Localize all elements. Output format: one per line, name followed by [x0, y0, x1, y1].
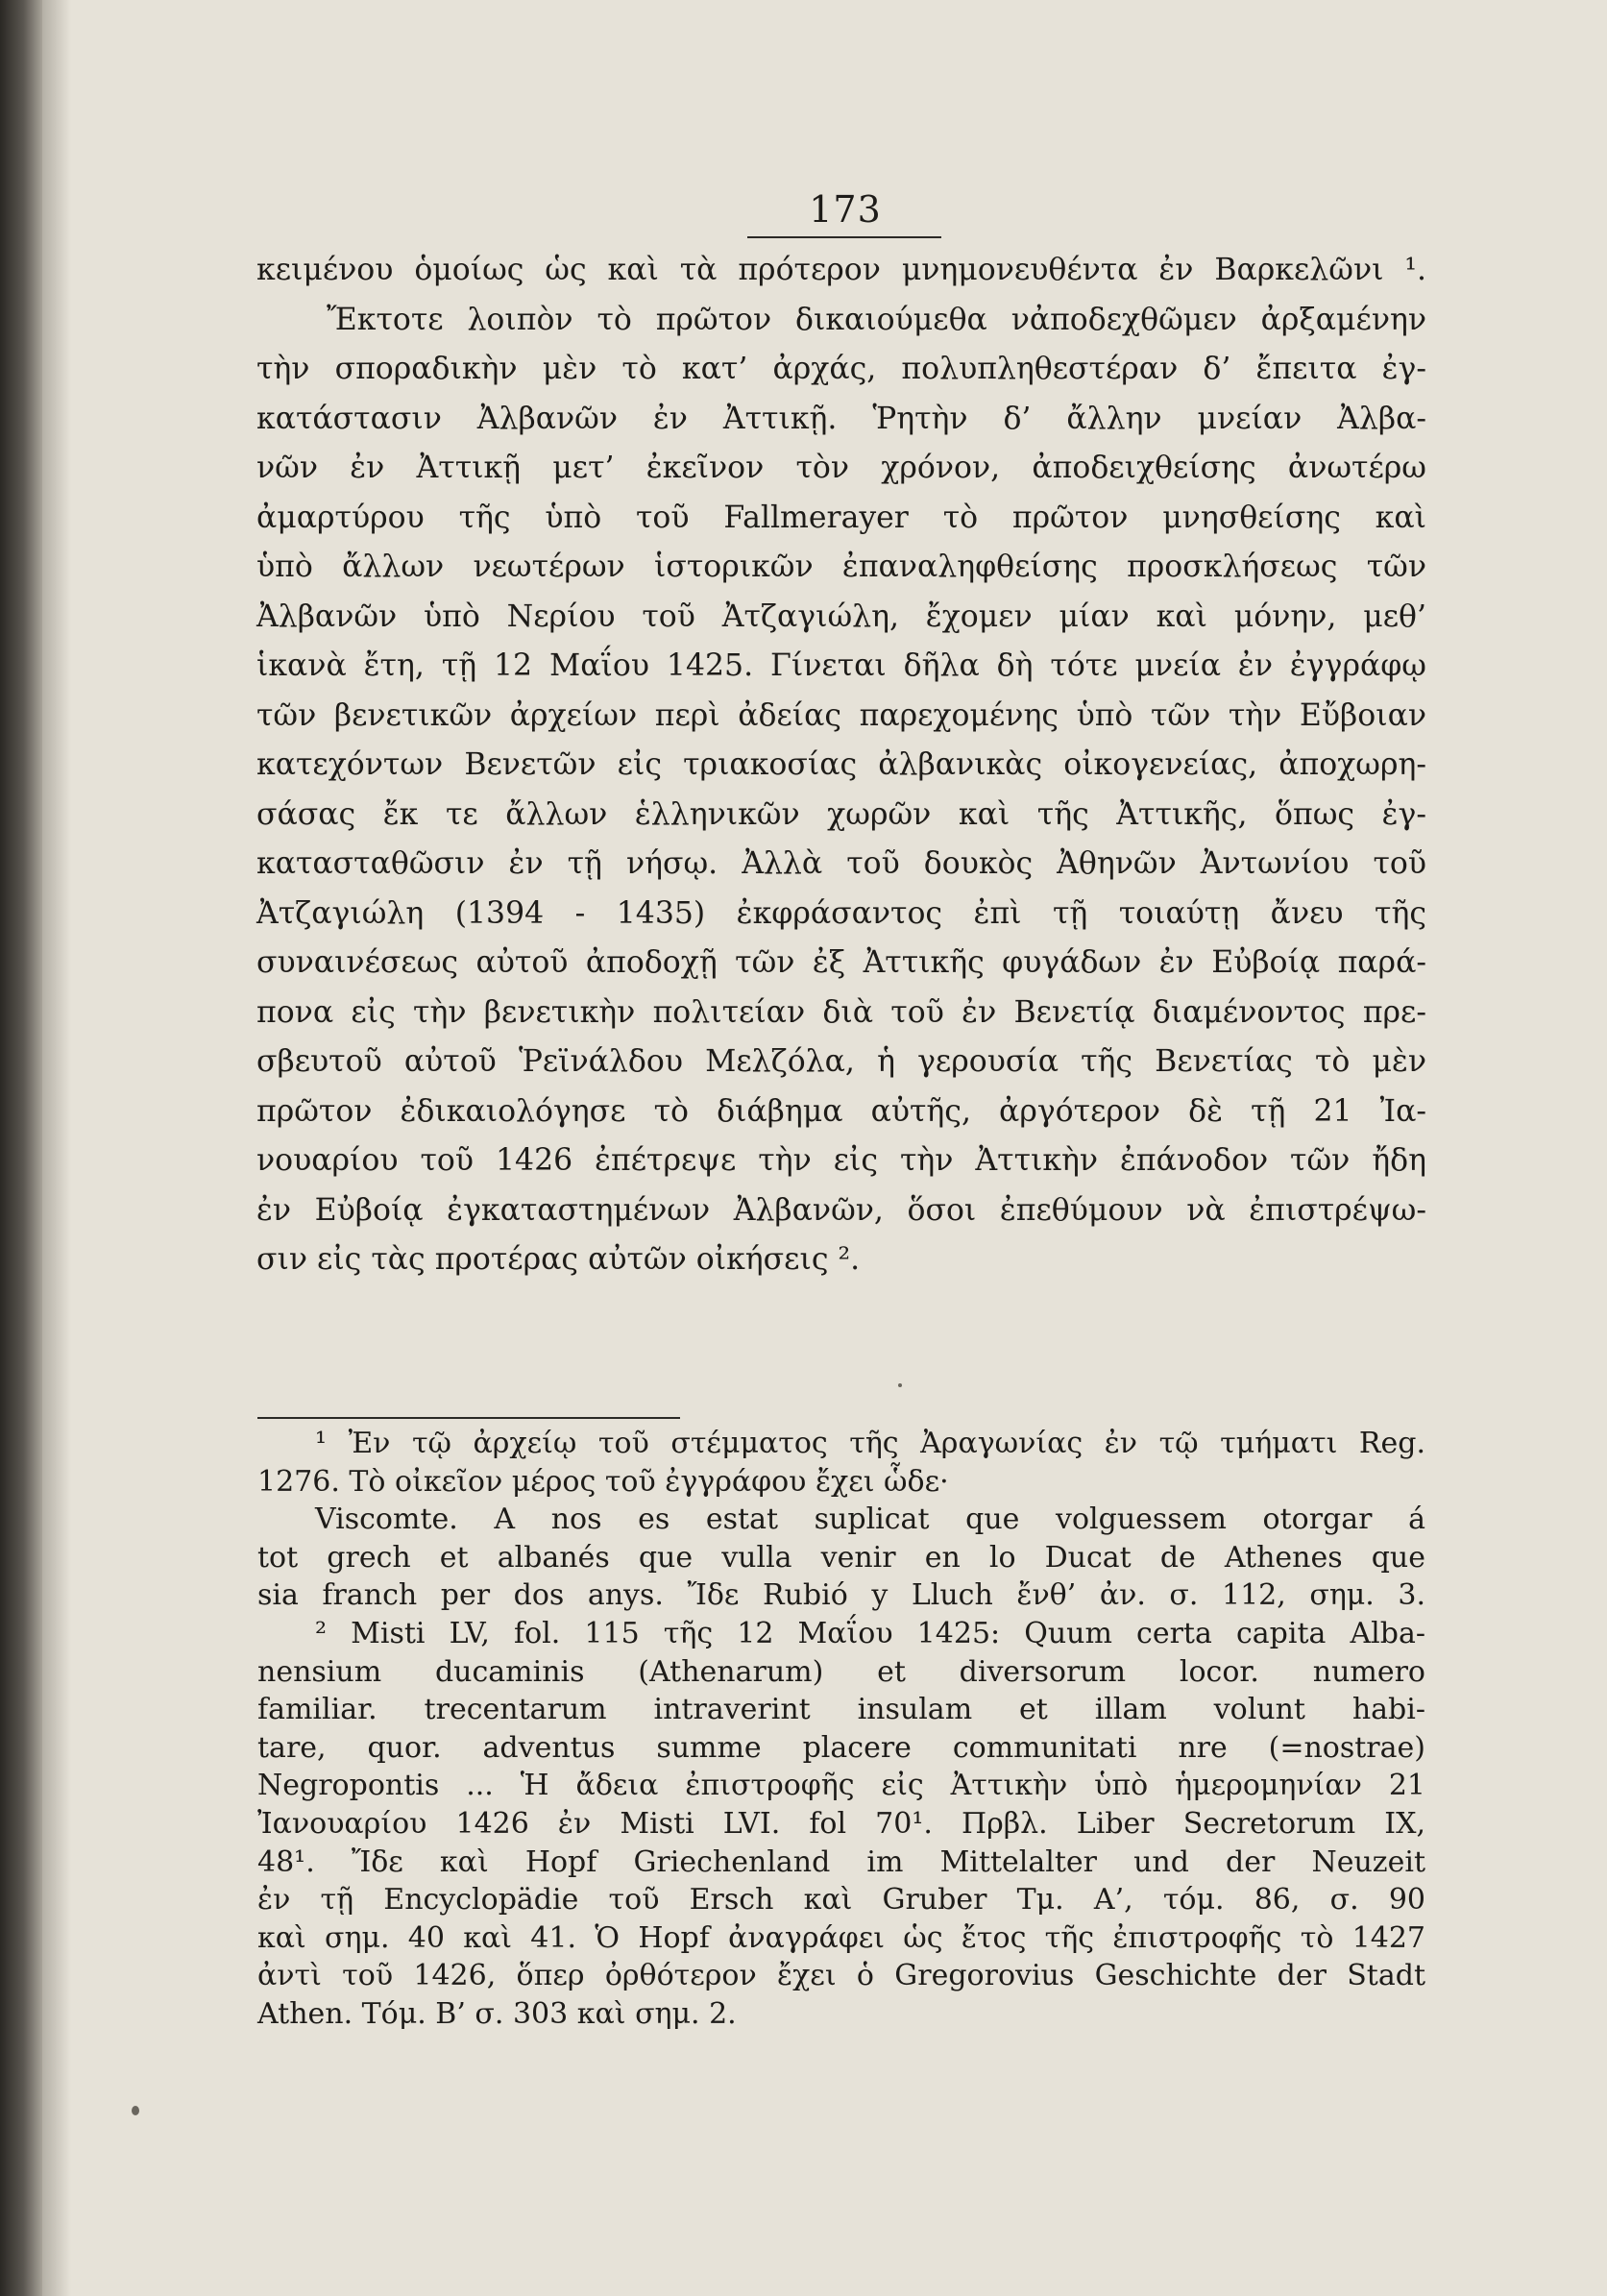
footnote-line: καὶ σημ. 40 καὶ 41. Ὁ Hopf ἀναγράφει ὡς ἔτος τῆς ἐπιστροφῆς τὸ 1427: [257, 1920, 1425, 1955]
text-line: ἀμαρτύρου τῆς ὑπὸ τοῦ Fallmerayer τὸ πρῶτον μνησθείσης καὶ: [256, 500, 1426, 535]
footnote-line: 48¹. Ἴδε καὶ Hopf Griechenland im Mittelalter und der Neuzeit: [257, 1844, 1425, 1879]
text-line: κατασταθῶσιν ἐν τῇ νήσῳ. Ἀλλὰ τοῦ δουκὸς Ἀθηνῶν Ἀντωνίου τοῦ: [256, 846, 1426, 881]
footnote-line: ² Misti LV, fol. 115 τῆς 12 Μαΐου 1425: Quum certa capita Alba-: [315, 1616, 1425, 1650]
footnote-rule: [257, 1417, 680, 1419]
text-line: ἱκανὰ ἔτη, τῇ 12 Μαΐου 1425. Γίνεται δῆλα δὴ τότε μνεία ἐν ἐγγράφῳ: [256, 648, 1426, 683]
footnote-line: ἀντὶ τοῦ 1426, ὅπερ ὀρθότερον ἔχει ὁ Gregorovius Geschichte der Stadt: [257, 1959, 1425, 1993]
page-number: 173: [809, 188, 882, 231]
text-line: Ἔκτοτε λοιπὸν τὸ πρῶτον δικαιούμεθα νἀποδεχθῶμεν ἀρξαμένην: [327, 302, 1426, 337]
text-line: κατάστασιν Ἀλβανῶν ἐν Ἀττικῇ. Ῥητὴν δ’ ἄλλην μνείαν Ἀλβα-: [256, 401, 1426, 436]
header-rule: [747, 236, 941, 238]
footnote-line: tot grech et albanés que vulla venir en lo Ducat de Athenes que: [257, 1540, 1425, 1575]
text-line: τῶν βενετικῶν ἀρχείων περὶ ἀδείας παρεχομένης ὑπὸ τῶν τὴν Εὔβοιαν: [256, 697, 1426, 733]
paper-speck: [898, 1383, 902, 1387]
text-line: πονα εἰς τὴν βενετικὴν πολιτείαν διὰ τοῦ ἐν Βενετίᾳ διαμένοντος πρε-: [256, 994, 1426, 1030]
footnote-line: tare, quor. adventus summe placere communitati nre (=nostrae): [257, 1730, 1425, 1765]
text-line: νουαρίου τοῦ 1426 ἐπέτρεψε τὴν εἰς τὴν Ἀττικὴν ἐπάνοδον τῶν ἤδη: [256, 1143, 1426, 1178]
book-spine-shadow: [0, 0, 42, 2296]
footnotes: [257, 1425, 1425, 2034]
text-line: σιν εἰς τὰς προτέρας αὐτῶν οἰκήσεις ².: [256, 1242, 861, 1277]
footnote-line: Viscomte. A nos es estat suplicat que volguessem otorgar á: [315, 1502, 1425, 1537]
footnote-line: ἐν τῇ Encyclopädie τοῦ Ersch καὶ Gruber Τμ. Α’, τόμ. 86, σ. 90: [257, 1883, 1425, 1917]
text-line: πρῶτον ἐδικαιολόγησε τὸ διάβημα αὐτῆς, ἀργότερον δὲ τῇ 21 Ἰα-: [256, 1093, 1426, 1129]
gutter-shading: [42, 0, 71, 2296]
text-line: ὑπὸ ἄλλων νεωτέρων ἱστορικῶν ἐπαναληφθείσης προσκλήσεως τῶν: [256, 550, 1426, 584]
text-line: συναινέσεως αὐτοῦ ἀποδοχῇ τῶν ἐξ Ἀττικῆς φυγάδων ἐν Εὐβοίᾳ παρά-: [256, 945, 1426, 980]
footnote-line: nensium ducaminis (Athenarum) et diversorum locor. numero: [257, 1654, 1425, 1689]
text-line: ἐν Εὐβοίᾳ ἐγκαταστημένων Ἀλβανῶν, ὅσοι ἐπεθύμουν νὰ ἐπιστρέψω-: [256, 1192, 1426, 1228]
footnote-line: Negropontis ... Ἡ ἄδεια ἐπιστροφῆς εἰς Ἀττικὴν ὑπὸ ἡμερομηνίαν 21: [257, 1769, 1425, 1803]
text-line: Ἀλβανῶν ὑπὸ Νερίου τοῦ Ἀτζαγιώλη, ἔχομεν μίαν καὶ μόνην, μεθ’: [256, 598, 1426, 634]
main-text: [256, 246, 1426, 1285]
footnote-line: ¹ Ἐν τῷ ἀρχείῳ τοῦ στέμματος τῆς Ἀραγωνίας ἐν τῷ τμήματι Reg.: [315, 1427, 1425, 1460]
footnote-line: 1276. Τὸ οἰκεῖον μέρος τοῦ ἐγγράφου ἔχει ὧδε·: [257, 1464, 949, 1499]
paper-speck: [132, 2106, 139, 2115]
footnote-line: sia franch per dos anys. Ἴδε Rubió y Lluch ἔνθ’ ἀν. σ. 112, σημ. 3.: [257, 1578, 1425, 1613]
footnote-line: Ἰανουαρίου 1426 ἐν Misti LVI. fol 70¹. Πρβλ. Liber Secretorum IX,: [257, 1806, 1425, 1841]
text-line: νῶν ἐν Ἀττικῇ μετ’ ἐκεῖνον τὸν χρόνον, ἀποδειχθείσης ἀνωτέρω: [256, 451, 1426, 485]
text-line: κατεχόντων Βενετῶν εἰς τριακοσίας ἀλβανικὰς οἰκογενείας, ἀποχωρη-: [256, 747, 1426, 782]
text-line: σάσας ἔκ τε ἄλλων ἑλληνικῶν χωρῶν καὶ τῆς Ἀττικῆς, ὅπως ἐγ-: [256, 796, 1426, 832]
text-line: κειμένου ὁμοίως ὡς καὶ τὰ πρότερον μνημονευθέντα ἐν Βαρκελῶνι ¹.: [256, 253, 1426, 287]
footnote-line: Athen. Τόμ. Β’ σ. 303 καὶ σημ. 2.: [257, 1996, 737, 2031]
text-line: τὴν σποραδικὴν μὲν τὸ κατ’ ἀρχάς, πολυπληθεστέραν δ’ ἔπειτα ἐγ-: [256, 352, 1426, 386]
text-line: Ἀτζαγιώλη (1394 - 1435) ἐκφράσαντος ἐπὶ τῇ τοιαύτῃ ἄνευ τῆς: [256, 895, 1426, 931]
footnote-line: familiar. trecentarum intraverint insulam et illam volunt habi-: [257, 1693, 1425, 1727]
text-line: σβευτοῦ αὐτοῦ Ῥεϊνάλδου Μελζόλα, ἡ γερουσία τῆς Βενετίας τὸ μὲν: [256, 1044, 1426, 1079]
